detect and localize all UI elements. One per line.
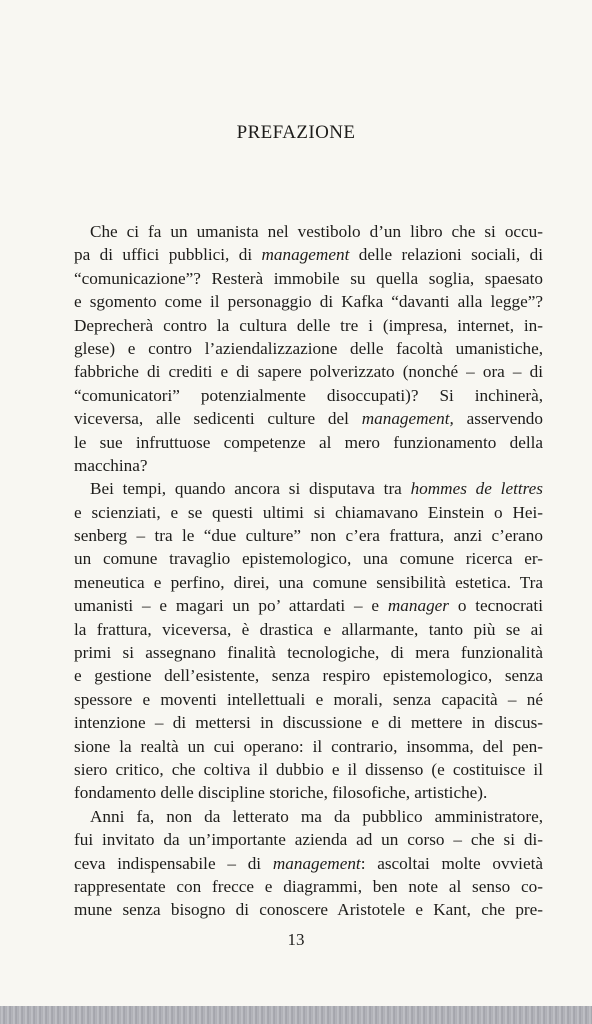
text-run: fui invitato da un’importante azienda ad un corso – che si di- (74, 830, 543, 850)
text-run: fabbriche di crediti e di sapere polverizzato (nonché – ora – di (74, 362, 543, 382)
text-run: meneutica e perfino, direi, una comune sensibilità estetica. Tra (74, 572, 543, 592)
text-run: siero critico, che coltiva il dubbio e il dissenso (e costituisce il (74, 759, 543, 779)
text-run: le sue infruttuose competenze al mero funzionamento della (74, 432, 543, 452)
scan-edge-strip (0, 1006, 592, 1024)
text-run: macchina? (74, 455, 148, 475)
text-run: sione la realtà un cui operano: il contrario, insomma, del pen- (74, 736, 543, 756)
text-run: intenzione – di mettersi in discussione e di mettere in discus- (74, 713, 543, 733)
text-run: glese) e contro l’aziendalizzazione delle facoltà umanistiche, (74, 338, 543, 358)
bleed-through-running-head (296, 62, 300, 84)
text-line (74, 501, 543, 524)
text-run: pa di uffici pubblici, di (74, 245, 262, 265)
text-line (74, 571, 543, 594)
page-number: 13 (287, 930, 305, 949)
text-line (74, 805, 543, 828)
text-run: fondamento delle discipline storiche, filosofiche, artistiche). (74, 783, 488, 803)
text-line (74, 547, 543, 570)
text-run: asservendo (453, 409, 543, 429)
text-line (74, 758, 543, 781)
text-line (74, 290, 543, 313)
text-line (74, 735, 543, 758)
italic-text: management (261, 245, 350, 265)
text-run: Anni fa, non da letterato ma da pubblico amministratore, (90, 806, 543, 826)
text-line (74, 898, 543, 921)
text-line (74, 220, 543, 243)
text-line (74, 524, 543, 547)
text-run: Deprecherà contro la cultura delle tre i (impresa, internet, in- (74, 315, 543, 335)
text-run: senberg – tra le “due culture” non c’era frattura, anzi c’erano (74, 526, 543, 546)
text-run: umanisti – e magari un po’ attardati – e (74, 596, 388, 616)
text-line (74, 407, 543, 430)
text-run: o tecnocrati (449, 596, 543, 616)
text-line (74, 688, 543, 711)
text-run: e gestione dell’esistente, senza respiro epistemologico, senza (74, 666, 543, 686)
text-run: e sgomento come il personaggio di Kafka “davanti alla legge”? (74, 292, 543, 312)
text-run: un comune travaglio epistemologico, una comune ricerca er- (74, 549, 543, 569)
text-line (74, 314, 543, 337)
text-line (74, 431, 543, 454)
italic-text: hommes de lettres (410, 479, 543, 499)
italic-text: management (272, 853, 361, 873)
text-line (74, 664, 543, 687)
text-line (74, 384, 543, 407)
text-run: “comunicazione”? Resterà immobile su quella soglia, spaesato (74, 268, 543, 288)
text-line (74, 852, 543, 875)
text-run: e scienziati, e se questi ultimi si chiamavano Einstein o Hei- (74, 502, 543, 522)
text-line (74, 243, 543, 266)
text-run: delle relazioni sociali, di (349, 245, 544, 265)
italic-text: manager (387, 596, 449, 616)
text-run: viceversa, alle sedicenti culture del (74, 409, 362, 429)
text-run: spessore e moventi intellettuali e morali, senza capacità – né (74, 689, 543, 709)
text-run: primi si assegnano finalità tecnologiche, di mera funzionalità (74, 643, 543, 663)
text-run: : ascoltai molte ovvietà (360, 853, 543, 873)
text-line (74, 618, 543, 641)
text-line (74, 875, 543, 898)
text-line (74, 711, 543, 734)
text-run: “comunicatori” potenzialmente disoccupati)? Si inchinerà, (74, 385, 543, 405)
text-line (74, 477, 543, 500)
text-run: mune senza bisogno di conoscere Aristotele e Kant, che pre- (74, 900, 543, 920)
text-line (74, 594, 543, 617)
page-title: PREFAZIONE (236, 122, 356, 143)
text-line (74, 267, 543, 290)
text-line (74, 337, 543, 360)
text-line (74, 641, 543, 664)
italic-text: management, (361, 409, 454, 429)
text-run: ceva indispensabile – di (74, 853, 273, 873)
text-run: la frattura, viceversa, è drastica e allarmante, tanto più se ai (74, 619, 543, 639)
text-run: Bei tempi, quando ancora si disputava tra (90, 479, 411, 499)
text-run: Che ci fa un umanista nel vestibolo d’un libro che si occu- (90, 222, 543, 241)
text-line (74, 454, 543, 477)
text-line (74, 828, 543, 851)
text-line (74, 781, 543, 804)
text-run: rappresentate con frecce e diagrammi, ben note al senso co- (74, 876, 543, 896)
preface-body-text (74, 220, 543, 922)
text-line (74, 360, 543, 383)
